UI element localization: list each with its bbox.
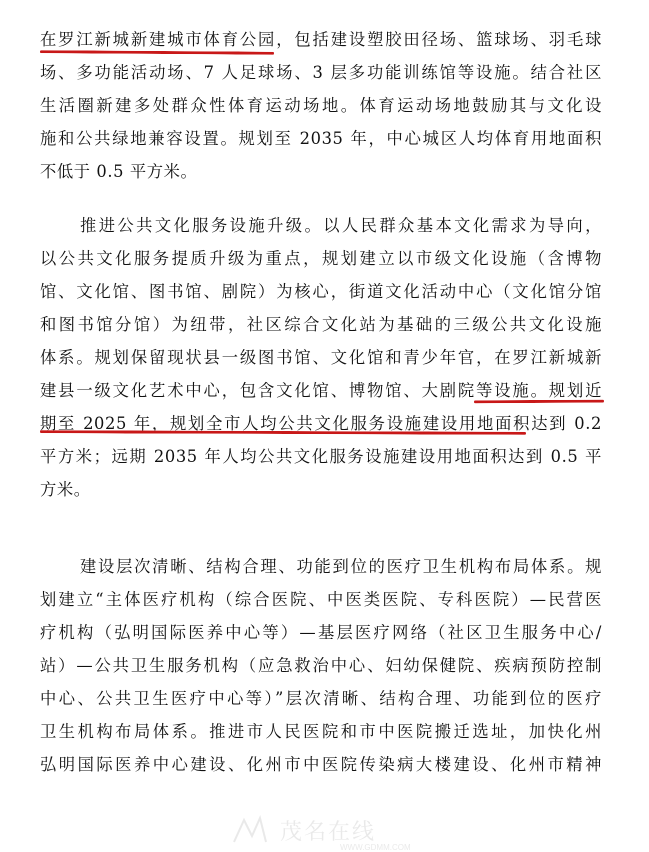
text-line: 划建立“主体医疗机构（综合医院、中医类医院、专科医院）—民营医 [40,590,602,609]
text-line: 方米。 [40,480,91,499]
text-line: 建县一级文化艺术中心，包含文化馆、博物馆、大剧院等设施。规划近 [40,381,602,400]
text-line: 不低于 0.5 平方米。 [40,162,198,181]
text-line: 卫生机构布局体系。推进市人民医院和市中医院搬迁选址，加快化州 [40,722,602,741]
watermark-url: WWW.GDMM.COM [340,843,411,852]
text-line: 施和公共绿地兼容设置。规划至 2035 年，中心城区人均体育用地面积 [40,129,602,148]
text-line: 建设层次清晰、结构合理、功能到位的医疗卫生机构布局体系。规 [80,557,602,576]
text-line: 疗机构（弘明国际医养中心等）—基层医疗网络（社区卫生服务中心/ [40,623,602,642]
text-line: 期至 2025 年，规划全市人均公共文化服务设施建设用地面积达到 0.2 [40,414,602,433]
text-line: 弘明国际医养中心建设、化州市中医院传染病大楼建设、化州市精神 [40,755,602,774]
text-line: 中心、公共卫生医疗中心等）”层次清晰、结构合理、功能到位的医疗 [40,689,602,708]
text-line: 以公共文化服务提质升级为重点，规划建立以市级文化设施（含博物 [40,249,602,268]
watermark-logo-icon [230,812,450,852]
watermark-logo-text: 茂名在线 [280,819,377,844]
text-line: 场、多功能活动场、7 人足球场、3 层多功能训练馆等设施。结合社区 [40,63,602,82]
text-line: 生活圈新建多处群众性体育运动场地。体育运动场地鼓励其与文化设 [40,96,602,115]
text-line: 在罗江新城新建城市体育公园，包括建设塑胶田径场、篮球场、羽毛球 [40,30,602,49]
watermark [230,812,450,852]
text-line: 平方米；远期 2035 年人均公共文化服务设施建设用地面积达到 0.5 平 [40,447,602,466]
text-line: 和图书馆分馆）为纽带，社区综合文化站为基础的三级公共文化设施 [40,315,602,334]
text-line: 体系。规划保留现状县一级图书馆、文化馆和青少年官，在罗江新城新 [40,348,602,367]
text-line: 站）—公共卫生服务机构（应急救治中心、妇幼保健院、疾病预防控制 [40,656,602,675]
annotation-underline [40,50,274,55]
text-line: 馆、文化馆、图书馆、剧院）为核心，街道文化活动中心（文化馆分馆 [40,282,602,301]
text-line: 推进公共文化服务设施升级。以人民群众基本文化需求为导向， [80,216,602,235]
